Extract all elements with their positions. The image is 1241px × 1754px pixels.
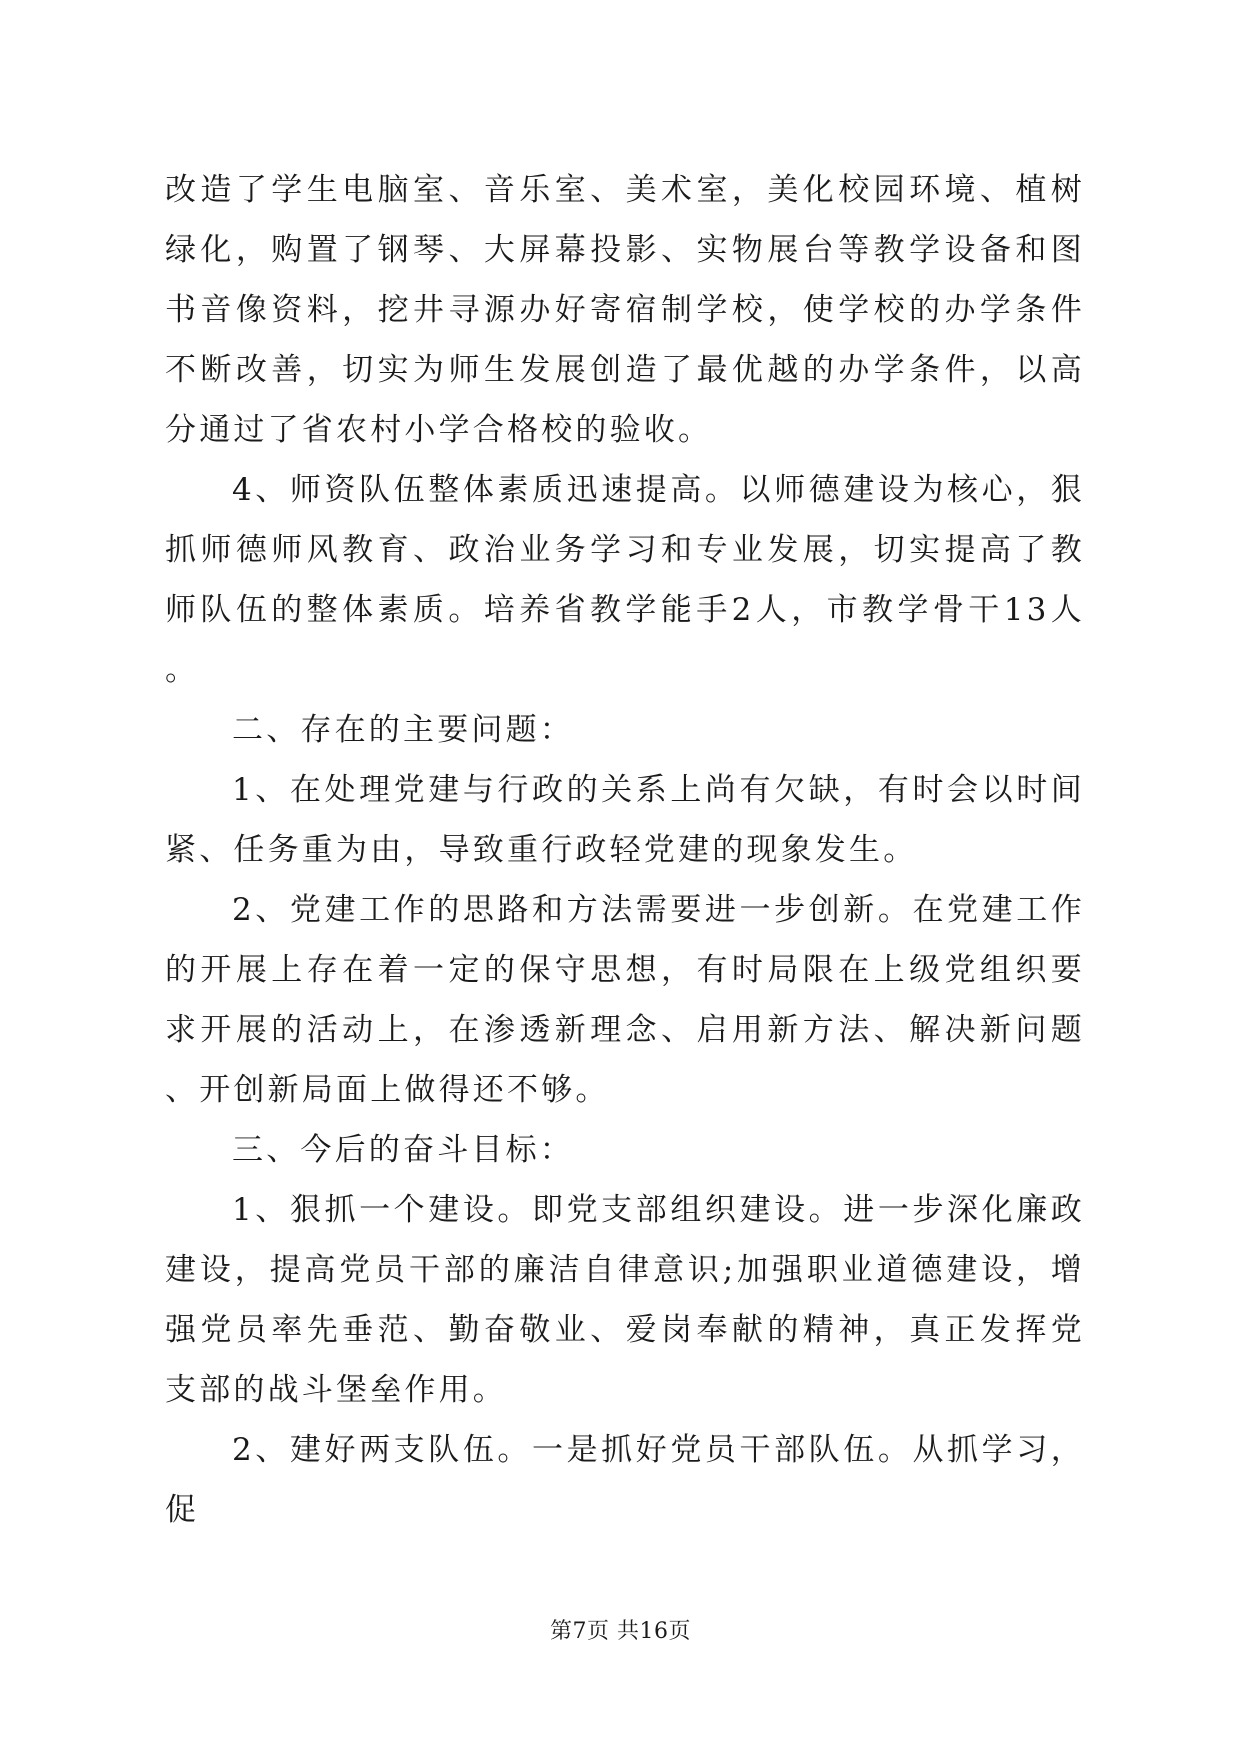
paragraph-goal-1: 1、狠抓一个建设。即党支部组织建设。进一步深化廉政建设，提高党员干部的廉洁自律意识;加强职业道德建设，增强党员率先垂范、勤奋敬业、爱岗奉献的精神，真正发挥党支部的战斗堡垒作用。 bbox=[165, 1192, 1085, 1408]
section-heading-goals: 三、今后的奋斗目标： bbox=[232, 1132, 574, 1168]
paragraph-teacher-quality: 4、师资队伍整体素质迅速提高。以师德建设为核心，狠抓师德师风教育、政治业务学习和专业发展，切实提高了教师队伍的整体素质。培养省教学能手2人，市教学骨干13人。 bbox=[165, 472, 1085, 688]
paragraph-continuation: 改造了学生电脑室、音乐室、美术室，美化校园环境、植树绿化，购置了钢琴、大屏幕投影、实物展台等教学设备和图书音像资料，挖井寻源办好寄宿制学校，使学校的办学条件不断改善，切实为师生发展创造了最优越的办学条件，以高分通过了省农村小学合格校的验收。 bbox=[165, 172, 1085, 448]
document-body bbox=[165, 160, 1085, 1540]
paragraph-problem-1: 1、在处理党建与行政的关系上尚有欠缺，有时会以时间紧、任务重为由，导致重行政轻党建的现象发生。 bbox=[165, 772, 1085, 868]
section-heading-problems: 二、存在的主要问题： bbox=[232, 712, 574, 748]
page-number-footer: 第7页 共16页 bbox=[550, 1619, 691, 1644]
paragraph-problem-2: 2、党建工作的思路和方法需要进一步创新。在党建工作的开展上存在着一定的保守思想，有时局限在上级党组织要求开展的活动上，在渗透新理念、启用新方法、解决新问题、开创新局面上做得还不够。 bbox=[165, 892, 1085, 1108]
paragraph-goal-2: 2、建好两支队伍。一是抓好党员干部队伍。从抓学习，促 bbox=[165, 1432, 1085, 1528]
